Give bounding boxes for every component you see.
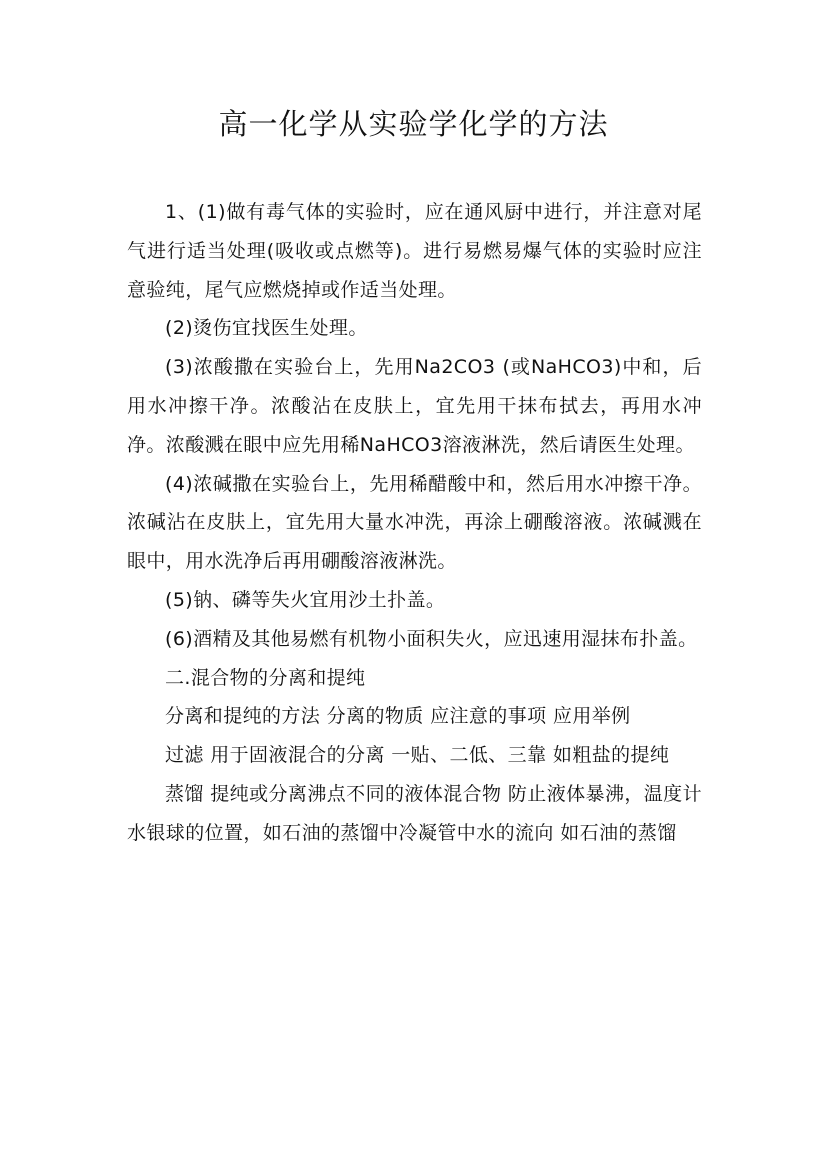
document-body: [127, 193, 702, 853]
paragraph-concentrated-acid: (3)浓酸撒在实验台上，先用Na2CO3 (或NaHCO3)中和，后用水冲擦干净。浓酸沾在皮肤上，宜先用干抹布拭去，再用水冲净。浓酸溅在眼中应先用稀NaHCO3溶液淋洗，然后请医生处理。: [127, 356, 702, 456]
paragraph-sodium-phosphorus-fire: (5)钠、磷等失火宜用沙土扑盖。: [165, 588, 446, 611]
paragraph-alcohol-fire: (6)酒精及其他易燃有机物小面积失火，应迅速用湿抹布扑盖。: [165, 627, 698, 650]
paragraph-distillation: 蒸馏 提纯或分离沸点不同的液体混合物 防止液体暴沸，温度计水银球的位置，如石油的蒸馏中冷凝管中水的流向 如石油的蒸馏: [127, 782, 702, 844]
section-heading-separation: 二.混合物的分离和提纯: [165, 666, 366, 689]
paragraph-filtration: 过滤 用于固液混合的分离 一贴、二低、三靠 如粗盐的提纯: [165, 744, 670, 767]
paragraph-safety-toxic-gas: 1、(1)做有毒气体的实验时，应在通风厨中进行，并注意对尾气进行适当处理(吸收或点燃等)。进行易燃易爆气体的实验时应注意验纯，尾气应燃烧掉或作适当处理。: [127, 201, 702, 301]
paragraph-method-columns: 分离和提纯的方法 分离的物质 应注意的事项 应用举例: [165, 705, 631, 728]
document-title: 高一化学从实验学化学的方法: [218, 107, 609, 141]
paragraph-burns: (2)烫伤宜找医生处理。: [165, 317, 368, 340]
paragraph-concentrated-base: (4)浓碱撒在实验台上，先用稀醋酸中和，然后用水冲擦干净。浓碱沾在皮肤上，宜先用大量水冲洗，再涂上硼酸溶液。浓碱溅在眼中，用水洗净后再用硼酸溶液淋洗。: [127, 472, 702, 573]
